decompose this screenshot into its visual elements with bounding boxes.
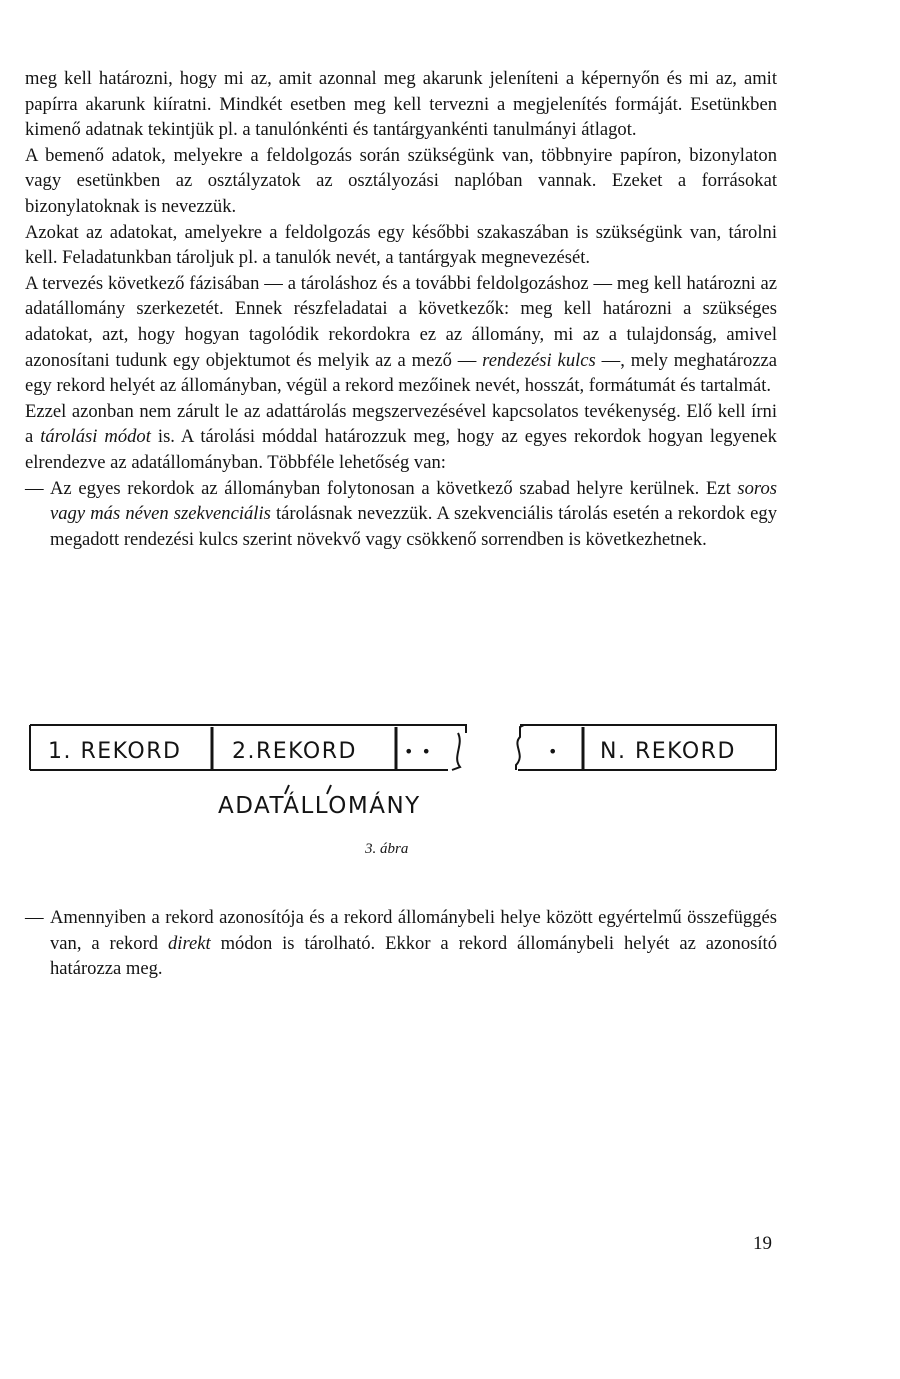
term-sequential: soros vagy más néven szekvenciális: [50, 477, 777, 525]
text-run: is. A tárolási móddal határozzuk meg, hogy az egyes rekordok hogyan legyenek elrendezve az adatállományban. Többféle lehetőség van:: [25, 426, 777, 473]
term-sort-key: rendezési kulcs: [482, 349, 596, 371]
paragraph: A bemenő adatok, melyekre a feldolgozás során szükségünk van, többnyire papíron, bizonylaton vagy esetünkben az osztályzatok az osztályozási naplóban vannak. Ezeket a forrásokat bizonylatoknak is nevezzük.: [25, 144, 777, 217]
break-left: [452, 733, 460, 770]
bottom-text: [25, 905, 777, 982]
paragraph: Azokat az adatokat, amelyekre a feldolgozás egy későbbi szakaszában is szükségünk van, tárolni kell. Feladatunkban tároljuk pl. a tanulók nevét, a tantárgyak megnevezését.: [25, 221, 777, 269]
text-run: Az egyes rekordok az állományban folytonosan a következő szabad helyre kerülnek. Ezt: [50, 477, 738, 499]
paragraph-storage-mode: [25, 399, 777, 476]
list-dash: —: [25, 907, 44, 928]
text-run: tárolásnak nevezzük. A szekvenciális tárolás esetén a rekordok egy megadott rendezési kulcs szerint növekvő vagy csökkenő sorrendben is következhetnek.: [50, 503, 777, 550]
list-item: [25, 905, 777, 982]
text-run: Amennyiben a rekord azonosítója és a rekord állománybeli helye között egyértelmű összefüggés van, a rekord: [50, 907, 777, 954]
list-item-text: [50, 476, 777, 553]
record-2-label: 2.REKORD: [232, 739, 357, 764]
record-n-label: N. REKORD: [600, 739, 736, 764]
list-item: [25, 476, 777, 553]
paragraph-structure: [25, 271, 777, 399]
figure-title: ADATÁLLOMÁNY: [218, 793, 421, 819]
dots-right: •: [548, 742, 559, 761]
break-right: [516, 725, 524, 770]
text-run: Ezzel azonban nem zárult le az adattárolás megszervezésével kapcsolatos tevékenység. Elő kell írni a: [25, 400, 777, 448]
page-number: 19: [753, 1233, 772, 1254]
figure-caption: 3. ábra: [365, 841, 409, 857]
main-text: [25, 66, 777, 552]
list-item-text: [50, 905, 777, 982]
text-run: —, mely meghatározza egy rekord helyét az állományban, végül a rekord mezőinek nevét, hosszát, formátumát és tartalmát.: [25, 349, 777, 397]
text-run: módon is tárolható. Ekkor a rekord állománybeli helyét az azonosító határozza meg.: [50, 932, 777, 980]
record-1-label: 1. REKORD: [48, 739, 182, 764]
term-direct: direkt: [168, 932, 211, 954]
list-dash: —: [25, 477, 44, 499]
dots-left: • •: [404, 742, 433, 761]
term-storage-mode: tárolási módot: [40, 426, 151, 448]
left-top-border: [30, 725, 466, 733]
text-run: A tervezés következő fázisában — a tároláshoz és a további feldolgozáshoz — meg kell határozni az adatállomány szerkezetét. Ennek részfeladatai a következők: meg kell határozni a szükséges adatokat, azt, hogy hogyan tagolódik rekordokra ez az állomány, mi az a tulajdonság, amivel azonosítani tudunk egy objektumot és melyik az a mező —: [25, 272, 777, 371]
paragraph: meg kell határozni, hogy mi az, amit azonnal meg akarunk jeleníteni a képernyőn és mi az, amit papírra akarunk kiíratni. Mindkét esetben meg kell tervezni a megjelenítés formáját. Esetünkben kimenő adatnak tekintjük pl. a tanulónkénti és tantárgyankénti tanulmányi átlagot.: [25, 68, 777, 141]
